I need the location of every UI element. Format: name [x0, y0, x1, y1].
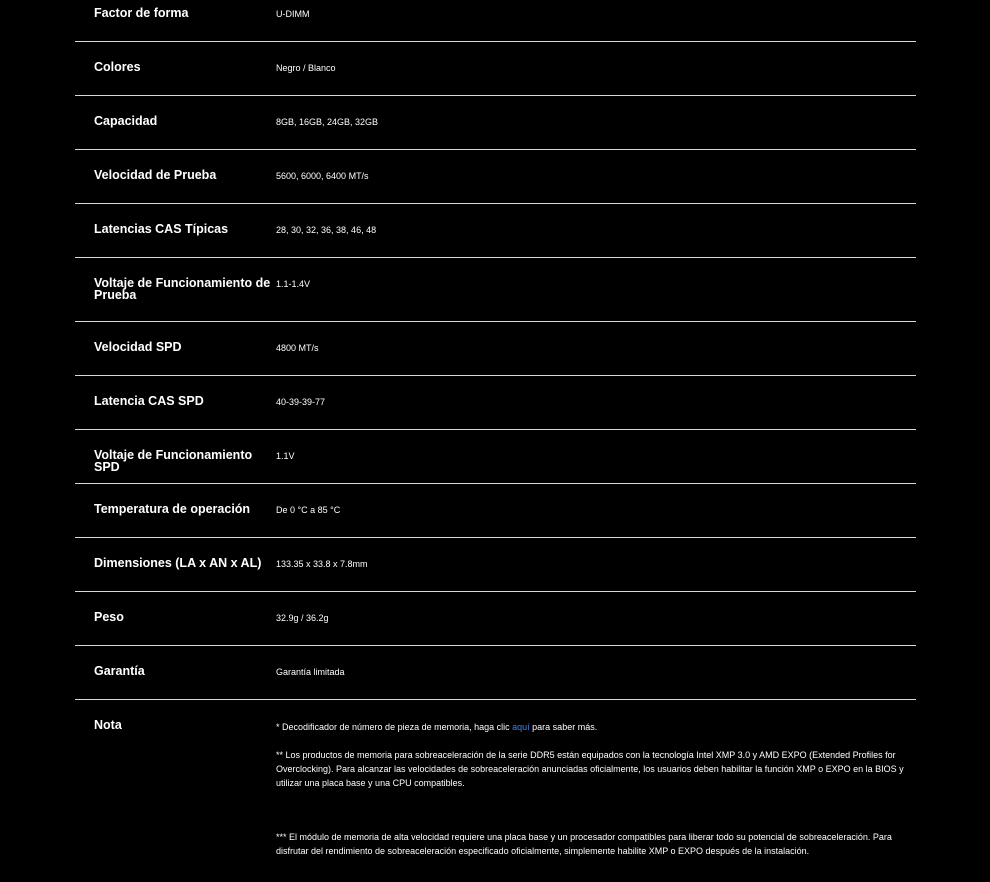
spec-value: 40-39-39-77: [276, 397, 326, 407]
spec-label: Voltaje de Funcionamiento SPD: [94, 448, 253, 474]
spec-value: 28, 30, 32, 36, 38, 46, 48: [276, 225, 377, 235]
spec-value: 1.1-1.4V: [276, 279, 311, 289]
note-line-1-text: * Decodificador de número de pieza de memoria, haga clic: [276, 722, 513, 732]
spec-label: Temperatura de operación: [94, 502, 251, 516]
spec-row-capacity: [75, 96, 916, 150]
spec-value: 32.9g / 36.2g: [276, 613, 329, 623]
spec-value: Garantía limitada: [276, 667, 345, 677]
spec-label: Velocidad de Prueba: [94, 168, 217, 182]
note-line-1: [276, 720, 916, 734]
spec-row-spd-voltage: [75, 430, 916, 484]
spec-row-form-factor: [75, 0, 916, 42]
spec-value: U-DIMM: [276, 9, 310, 19]
spec-row-test-speed: [75, 150, 916, 204]
spec-label: Voltaje de Funcionamiento de Prueba: [94, 276, 271, 302]
spec-table: [75, 0, 916, 858]
note-line-1-suffix: para saber más.: [529, 722, 598, 732]
spec-row-spd-speed: [75, 322, 916, 376]
spec-value: De 0 °C a 85 °C: [276, 505, 341, 515]
spec-value: 5600, 6000, 6400 MT/s: [276, 171, 369, 181]
spec-label: Factor de forma: [94, 6, 189, 20]
spec-label: Peso: [94, 610, 124, 624]
spec-label: Latencias CAS Típicas: [94, 222, 229, 236]
spec-row-weight: [75, 592, 916, 646]
spec-value: 1.1V: [276, 451, 295, 461]
note-line-2: ** Los productos de memoria para sobreaceleración de la serie DDR5 están equipados con la tecnología Intel XMP 3.0 y AMD EXPO (Extended Profiles for Overclocking). Para alcanzar las velocidades de sobreaceleración anunciadas oficialmente, los usuarios deben habilitar la función XMP o EXPO en la BIOS y utilizar una placa base y una CPU compatibles.: [276, 750, 904, 788]
spec-label: Colores: [94, 60, 141, 74]
spec-row-temperature: [75, 484, 916, 538]
spec-label: Velocidad SPD: [94, 340, 182, 354]
spec-label: Garantía: [94, 664, 145, 678]
note-decoder-link[interactable]: aquí: [512, 722, 530, 732]
spec-row-dimensions: [75, 538, 916, 592]
spec-value: 133.35 x 33.8 x 7.8mm: [276, 559, 368, 569]
spec-value: Negro / Blanco: [276, 63, 336, 73]
spec-row-cas-latency: [75, 204, 916, 258]
note-label: Nota: [94, 718, 122, 732]
spec-row-spd-latency: [75, 376, 916, 430]
note-content: [275, 719, 916, 858]
spec-value: 8GB, 16GB, 24GB, 32GB: [276, 117, 379, 127]
spec-label: Dimensiones (LA x AN x AL): [94, 556, 262, 570]
spec-row-note: [75, 700, 916, 858]
spec-row-warranty: [75, 646, 916, 700]
note-line-3: *** El módulo de memoria de alta velocidad requiere una placa base y un procesador compatibles para liberar todo su potencial de sobreaceleración. Para disfrutar del rendimiento de sobreaceleración especificado oficialmente, simplemente habilite XMP o EXPO después de la instalación.: [276, 832, 892, 856]
spec-label: Capacidad: [94, 114, 158, 128]
spec-row-test-voltage: [75, 258, 916, 322]
spec-value: 4800 MT/s: [276, 343, 319, 353]
spec-row-colors: [75, 42, 916, 96]
spec-label: Latencia CAS SPD: [94, 394, 204, 408]
